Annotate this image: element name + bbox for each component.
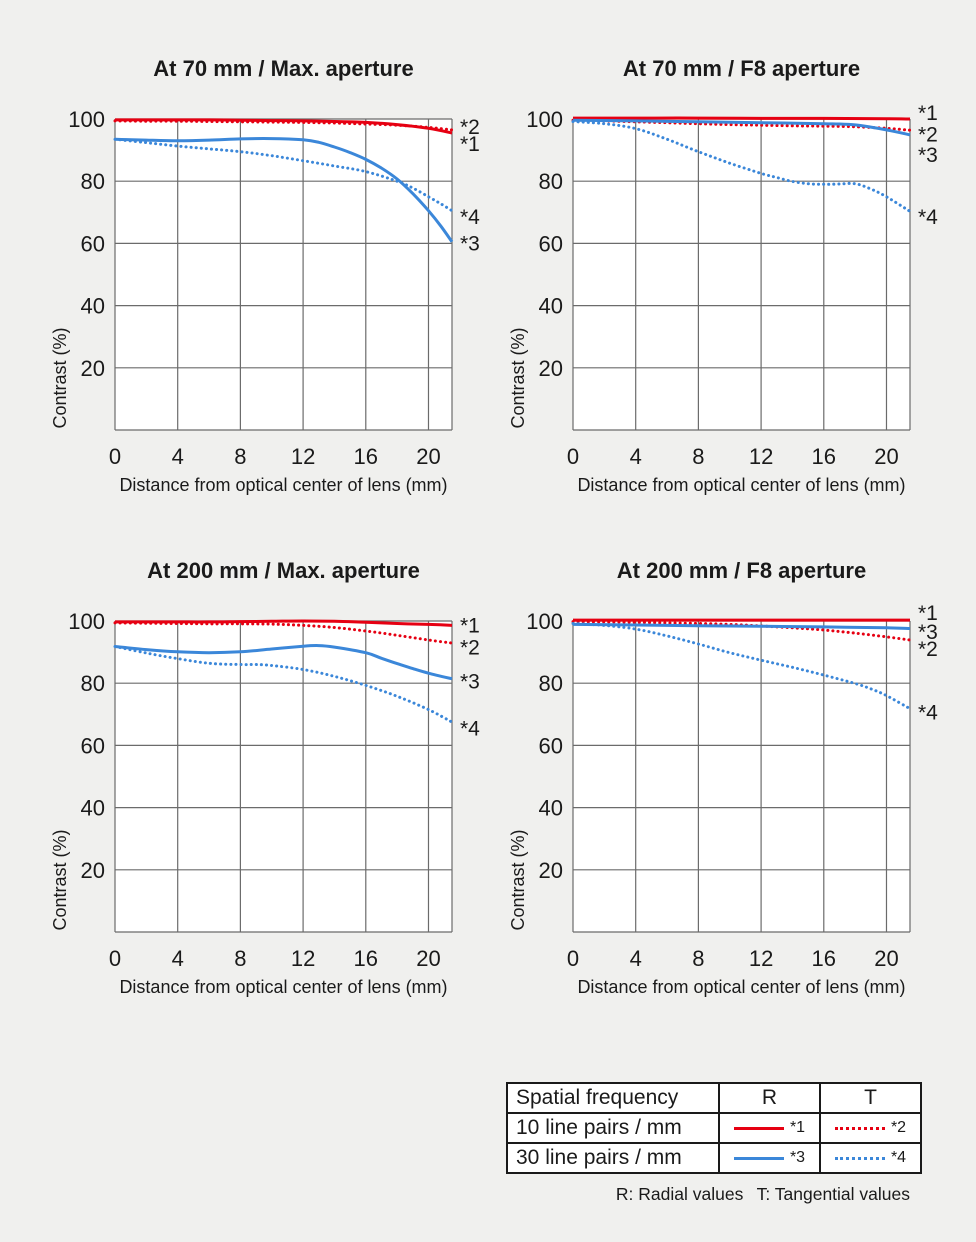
x-tick-label: 8 xyxy=(234,946,247,971)
y-tick-label: 80 xyxy=(538,169,563,195)
curve-label: *2 xyxy=(460,115,480,139)
curve-tag-2: *2 xyxy=(890,1119,907,1136)
legend-header-spatial-frequency: Spatial frequency xyxy=(507,1083,719,1113)
curve-tag-4: *4 xyxy=(890,1149,907,1166)
x-tick-label: 4 xyxy=(629,444,642,469)
legend xyxy=(506,1082,910,1205)
curve-label: *2 xyxy=(460,636,480,660)
x-tick-label: 16 xyxy=(353,946,379,971)
x-tick-label: 0 xyxy=(566,444,580,469)
x-tick-label: 8 xyxy=(234,444,247,469)
mtf-chart-0 xyxy=(0,0,488,502)
y-tick-label: 20 xyxy=(538,857,563,883)
y-tick-label: 40 xyxy=(80,293,105,319)
plot-area xyxy=(115,621,452,932)
legend-row-30lp xyxy=(507,1143,921,1173)
curve-label: *4 xyxy=(460,717,480,741)
curve-label: *3 xyxy=(460,232,480,256)
curve-label: *1 xyxy=(460,132,480,156)
y-tick-label: 60 xyxy=(80,733,105,759)
curve-label: *4 xyxy=(460,205,480,229)
x-tick-label: 0 xyxy=(108,946,122,971)
x-tick-label: 20 xyxy=(416,946,441,971)
legend-header-row xyxy=(507,1083,921,1113)
x-tick-label: 0 xyxy=(566,946,580,971)
x-tick-label: 0 xyxy=(108,444,122,469)
red-solid-line-swatch xyxy=(734,1127,784,1130)
y-tick-label: 100 xyxy=(68,609,105,634)
mtf-chart-3 xyxy=(488,502,976,1004)
curve-label: *4 xyxy=(918,205,938,229)
mtf-chart-1 xyxy=(488,0,976,502)
y-axis-label: Contrast (%) xyxy=(50,829,70,931)
x-tick-label: 16 xyxy=(811,946,837,971)
x-tick-label: 20 xyxy=(874,444,899,469)
curve-label: *1 xyxy=(918,101,938,125)
blue-dotted-line-swatch xyxy=(835,1157,885,1160)
red-dotted-line-swatch xyxy=(835,1127,885,1130)
x-axis-label: Distance from optical center of lens (mm) xyxy=(577,475,906,495)
curve-label: *3 xyxy=(918,143,938,167)
legend-row-10lp xyxy=(507,1113,921,1143)
plot-area xyxy=(573,621,910,932)
y-tick-label: 100 xyxy=(526,107,563,132)
y-tick-label: 80 xyxy=(538,671,563,697)
x-axis-label: Distance from optical center of lens (mm) xyxy=(119,977,448,997)
y-axis-label: Contrast (%) xyxy=(50,327,70,429)
y-tick-label: 60 xyxy=(80,231,105,257)
x-tick-label: 4 xyxy=(629,946,642,971)
x-tick-label: 12 xyxy=(290,946,316,971)
plot-area xyxy=(573,119,910,430)
curve-label: *1 xyxy=(460,614,480,638)
curve-label: *3 xyxy=(460,670,480,694)
y-tick-label: 40 xyxy=(538,795,563,821)
x-axis-label: Distance from optical center of lens (mm) xyxy=(577,977,906,997)
y-tick-label: 60 xyxy=(538,231,563,257)
x-tick-label: 8 xyxy=(692,444,705,469)
x-tick-label: 20 xyxy=(874,946,899,971)
mtf-chart-2 xyxy=(0,502,488,1004)
curve-tag-1: *1 xyxy=(789,1119,806,1136)
curve-label: *3 xyxy=(918,620,938,644)
curve-label: *1 xyxy=(918,602,938,626)
y-tick-label: 100 xyxy=(68,107,105,132)
y-tick-label: 100 xyxy=(526,609,563,634)
curve-label: *2 xyxy=(918,123,938,147)
legend-label-10lp: 10 line pairs / mm xyxy=(507,1113,719,1143)
x-tick-label: 20 xyxy=(416,444,441,469)
y-tick-label: 40 xyxy=(80,795,105,821)
chart-title: At 200 mm / F8 aperture xyxy=(616,558,867,583)
x-tick-label: 4 xyxy=(171,946,184,971)
x-tick-label: 16 xyxy=(811,444,837,469)
legend-table xyxy=(506,1082,922,1174)
curve-1-red-solid xyxy=(573,118,910,119)
x-tick-label: 12 xyxy=(748,946,774,971)
y-axis-label: Contrast (%) xyxy=(508,829,528,931)
y-tick-label: 20 xyxy=(80,355,105,381)
y-tick-label: 20 xyxy=(80,857,105,883)
blue-solid-line-swatch xyxy=(734,1157,784,1160)
x-tick-label: 8 xyxy=(692,946,705,971)
x-tick-label: 4 xyxy=(171,444,184,469)
y-tick-label: 80 xyxy=(80,671,105,697)
y-tick-label: 40 xyxy=(538,293,563,319)
x-tick-label: 12 xyxy=(748,444,774,469)
y-tick-label: 60 xyxy=(538,733,563,759)
chart-title: At 200 mm / Max. aperture xyxy=(147,558,420,583)
y-axis-label: Contrast (%) xyxy=(508,327,528,429)
x-tick-label: 12 xyxy=(290,444,316,469)
chart-title: At 70 mm / Max. aperture xyxy=(153,56,414,81)
y-tick-label: 80 xyxy=(80,169,105,195)
curve-label: *2 xyxy=(918,637,938,661)
curve-label: *4 xyxy=(918,701,938,725)
y-tick-label: 20 xyxy=(538,355,563,381)
x-tick-label: 16 xyxy=(353,444,379,469)
x-axis-label: Distance from optical center of lens (mm) xyxy=(119,475,448,495)
legend-footnote: R: Radial values T: Tangential values xyxy=(615,1184,910,1204)
legend-header-tangential: T xyxy=(820,1083,921,1113)
plot-area xyxy=(115,119,452,430)
curve-tag-3: *3 xyxy=(789,1149,806,1166)
chart-title: At 70 mm / F8 aperture xyxy=(622,56,861,81)
legend-header-radial: R xyxy=(719,1083,820,1113)
legend-label-30lp: 30 line pairs / mm xyxy=(507,1143,719,1173)
